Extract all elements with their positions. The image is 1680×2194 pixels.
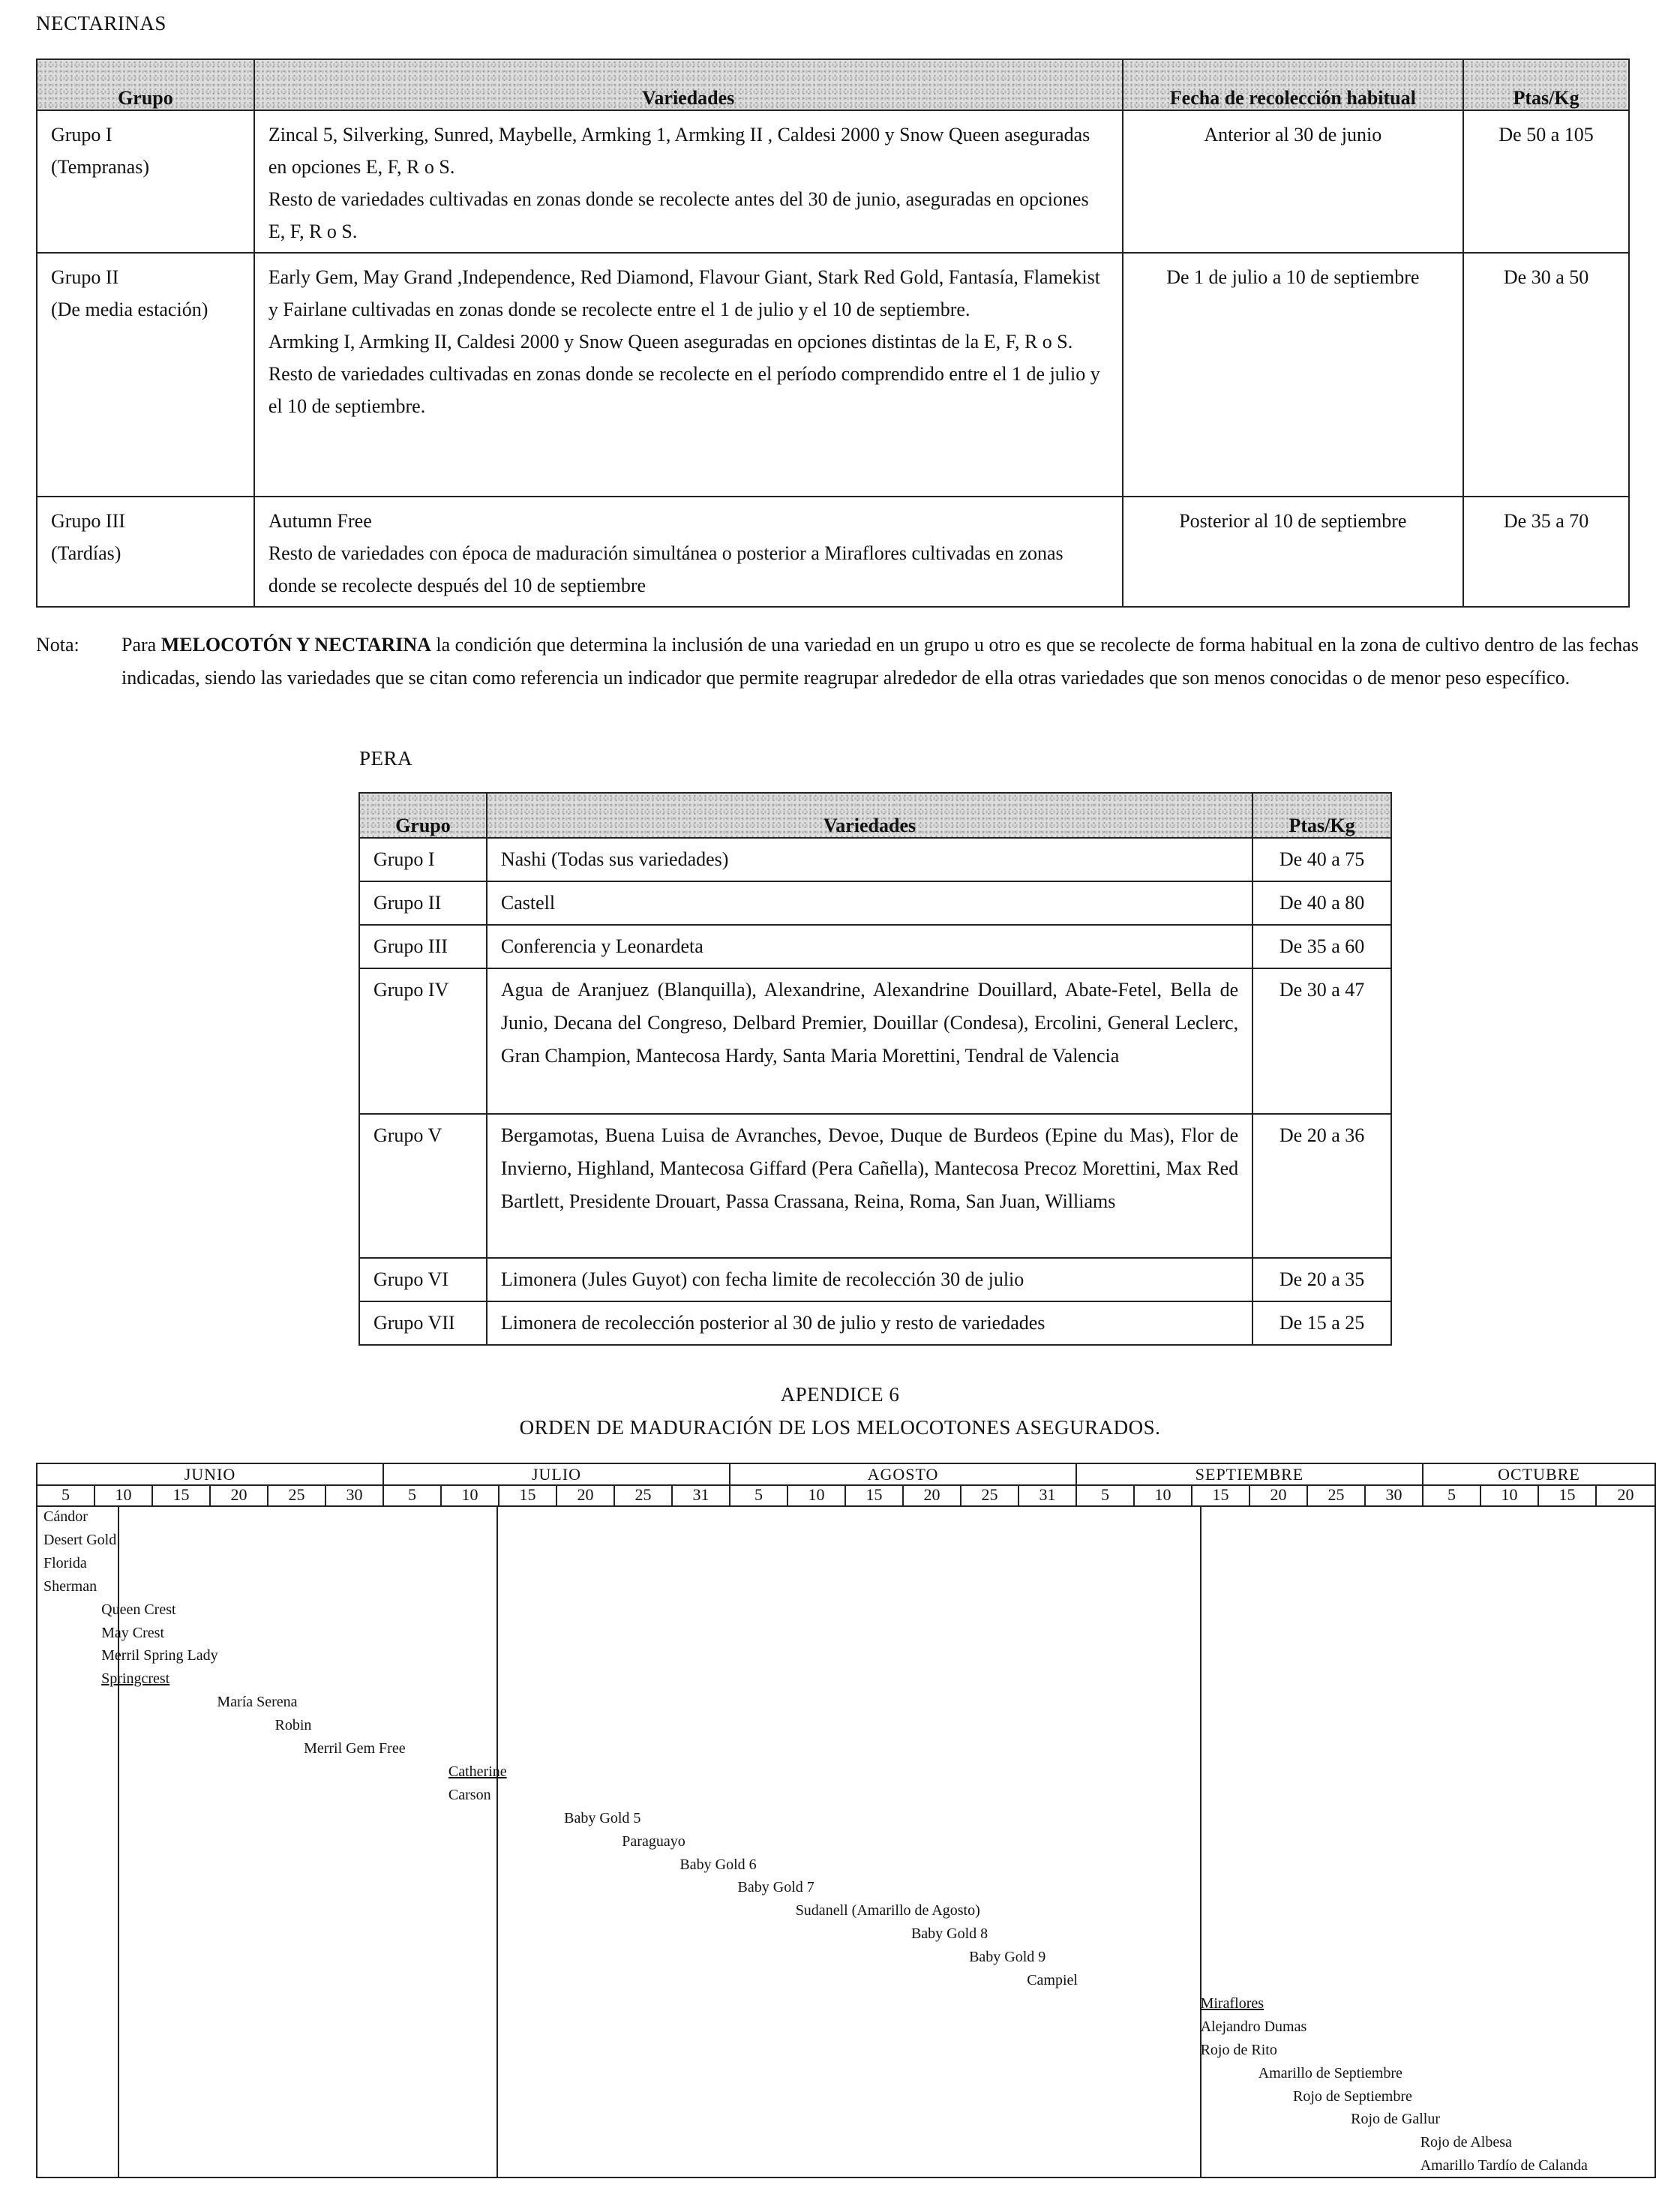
- precio-cell: De 20 a 35: [1252, 1258, 1391, 1301]
- day-tick: 30: [326, 1484, 384, 1505]
- variety-label: Rojo de Albesa: [1420, 2134, 1512, 2151]
- variety-label: Rojo de Rito: [1200, 2041, 1277, 2058]
- grupo-cell: Grupo VII: [359, 1301, 487, 1345]
- day-tick: 10: [1481, 1484, 1539, 1505]
- day-tick: 15: [1192, 1484, 1250, 1505]
- apendice-title: APENDICE 6: [780, 1383, 900, 1406]
- month-agosto: AGOSTO: [730, 1464, 1077, 1484]
- day-tick: 30: [1366, 1484, 1424, 1505]
- pera-table: [358, 792, 1392, 1346]
- day-tick: 20: [211, 1484, 268, 1505]
- divider-line: [1200, 1505, 1202, 2177]
- day-tick: 10: [95, 1484, 153, 1505]
- table-row: [359, 1114, 1391, 1258]
- month-junio: JUNIO: [38, 1464, 384, 1484]
- variety-label: Cándor: [44, 1508, 88, 1525]
- precio-cell: De 30 a 50: [1463, 253, 1629, 497]
- variedades-cell: Early Gem, May Grand ,Independence, Red Diamond, Flavour Giant, Stark Red Gold, Fantasía, Flamekist y Fairlane cultivadas en zonas donde se recolecte entre el 1 de julio y el 10 de septiembre. Armking I, Armking II, Caldesi 2000 y Snow Queen aseguradas en opciones distintas de la E, F, R o S. Resto de variedades cultivadas en zonas donde se recolecte en el período comprendido entre el 1 de julio y el 10 de septiembre.: [254, 253, 1123, 497]
- nota-text: Para MELOCOTÓN Y NECTARINA la condición que determina la inclusión de una variedad en un grupo u otro es que se recolecte de forma habitual en la zona de cultivo dentro de las fechas indicadas, siendo las variedades que se citan como referencia un indicador que permite reagrupar alrededor de ella otras variedades que son menos conocidas o de menor peso específico.: [122, 634, 1639, 689]
- header-grupo: Grupo: [37, 59, 254, 110]
- variety-label: Catherine: [448, 1763, 507, 1780]
- day-tick: 5: [38, 1484, 95, 1505]
- variety-label: Baby Gold 7: [737, 1879, 814, 1896]
- header-precio: Ptas/Kg: [1463, 59, 1629, 110]
- apendice-subtitle: ORDEN DE MADURACIÓN DE LOS MELOCOTONES ASEGURADOS.: [519, 1416, 1161, 1439]
- grupo-cell: Grupo V: [359, 1114, 487, 1258]
- variety-label: Rojo de Gallur: [1351, 2111, 1440, 2128]
- day-tick: 25: [962, 1484, 1019, 1505]
- day-tick: 15: [846, 1484, 904, 1505]
- grupo-cell: Grupo II: [359, 881, 487, 925]
- header-precio: Ptas/Kg: [1252, 793, 1391, 838]
- variety-label: Springcrest: [101, 1670, 170, 1688]
- fecha-cell: De 1 de julio a 10 de septiembre: [1123, 253, 1464, 497]
- day-tick: 10: [442, 1484, 500, 1505]
- day-row: [38, 1484, 1654, 1507]
- grupo-cell: Grupo VI: [359, 1258, 487, 1301]
- precio-cell: De 40 a 80: [1252, 881, 1391, 925]
- variety-label: Florida: [44, 1554, 87, 1571]
- variety-label: Merril Spring Lady: [101, 1647, 218, 1664]
- variety-label: Merril Gem Free: [304, 1740, 406, 1757]
- table-row: [359, 968, 1391, 1114]
- day-tick: 5: [730, 1484, 788, 1505]
- header-fecha: Fecha de recolección habitual: [1123, 59, 1464, 110]
- variety-label: Rojo de Septiembre: [1293, 2087, 1412, 2105]
- day-tick: 10: [1135, 1484, 1192, 1505]
- precio-cell: De 20 a 36: [1252, 1114, 1391, 1258]
- table-row: [359, 1301, 1391, 1345]
- day-tick: 5: [384, 1484, 442, 1505]
- table-row: [359, 838, 1391, 881]
- variedades-cell: Autumn Free Resto de variedades con época de maduración simultánea o posterior a Miraflores cultivadas en zonas donde se recolecte después del 10 de septiembre: [254, 497, 1123, 607]
- day-tick: 20: [557, 1484, 615, 1505]
- variety-label: Alejandro Dumas: [1200, 2018, 1307, 2035]
- precio-cell: De 50 a 105: [1463, 110, 1629, 253]
- variedades-cell: Bergamotas, Buena Luisa de Avranches, Devoe, Duque de Burdeos (Epine du Mas), Flor de Invierno, Highland, Mantecosa Giffard (Pera Cañella), Mantecosa Precoz Morettini, Max Red Bartlett, Presidente Drouart, Passa Crassana, Reina, Roma, San Juan, Williams: [487, 1114, 1252, 1258]
- variedades-cell: Nashi (Todas sus variedades): [487, 838, 1252, 881]
- precio-cell: De 30 a 47: [1252, 968, 1391, 1114]
- day-tick: 20: [904, 1484, 962, 1505]
- divider-line: [496, 1505, 498, 2177]
- variety-label: Baby Gold 6: [680, 1856, 757, 1873]
- pera-title: PERA: [359, 747, 413, 770]
- day-tick: 5: [1077, 1484, 1135, 1505]
- variedades-cell: Agua de Aranjuez (Blanquilla), Alexandrine, Alexandrine Douillard, Abate-Fetel, Bella de Junio, Decana del Congreso, Delbard Premier, Douillar (Condesa), Ercolini, General Leclerc, Gran Champion, Mantecosa Hardy, Santa Maria Morettini, Tendral de Valencia: [487, 968, 1252, 1114]
- variedades-cell: Limonera de recolección posterior al 30 de julio y resto de variedades: [487, 1301, 1252, 1345]
- table-row: [359, 925, 1391, 968]
- precio-cell: De 40 a 75: [1252, 838, 1391, 881]
- variety-label: Baby Gold 5: [564, 1809, 641, 1826]
- table-row: [37, 497, 1629, 607]
- variety-label: María Serena: [217, 1694, 298, 1711]
- variety-label: Robin: [274, 1717, 312, 1734]
- variedades-cell: Limonera (Jules Guyot) con fecha limite de recolección 30 de julio: [487, 1258, 1252, 1301]
- precio-cell: De 35 a 70: [1463, 497, 1629, 607]
- month-septiembre: SEPTIEMBRE: [1077, 1464, 1424, 1484]
- header-grupo: Grupo: [359, 793, 487, 838]
- day-tick: 31: [1019, 1484, 1077, 1505]
- variety-label: Campiel: [1027, 1972, 1078, 1988]
- variety-label: Baby Gold 9: [969, 1949, 1046, 1966]
- day-tick: 5: [1424, 1484, 1481, 1505]
- fecha-cell: Anterior al 30 de junio: [1123, 110, 1464, 253]
- month-row: [38, 1464, 1654, 1486]
- variedades-cell: Zincal 5, Silverking, Sunred, Maybelle, Armking 1, Armking II , Caldesi 2000 y Snow Queen aseguradas en opciones E, F, R o S. Resto de variedades cultivadas en zonas donde se recolecte antes del 30 de junio, aseguradas en opciones E, F, R o S.: [254, 110, 1123, 253]
- variety-label: Sudanell (Amarillo de Agosto): [795, 1902, 980, 1919]
- day-tick: 10: [788, 1484, 846, 1505]
- grupo-cell: Grupo IV: [359, 968, 487, 1114]
- variedades-cell: Castell: [487, 881, 1252, 925]
- day-tick: 20: [1250, 1484, 1308, 1505]
- variety-label: Amarillo Tardío de Calanda: [1420, 2157, 1588, 2174]
- variedades-cell: Conferencia y Leonardeta: [487, 925, 1252, 968]
- day-tick: 20: [1617, 1485, 1634, 1504]
- variety-label: May Crest: [101, 1624, 165, 1641]
- variety-label: Sherman: [44, 1577, 98, 1595]
- month-julio: JULIO: [384, 1464, 730, 1484]
- day-tick: 15: [1539, 1484, 1597, 1505]
- grupo-cell: Grupo II (De media estación): [37, 253, 254, 497]
- variety-label: Carson: [448, 1786, 491, 1803]
- variety-label: Desert Gold: [44, 1531, 117, 1548]
- day-tick: 15: [500, 1484, 557, 1505]
- grupo-cell: Grupo III: [359, 925, 487, 968]
- variety-label: Paraguayo: [622, 1832, 686, 1850]
- precio-cell: De 15 a 25: [1252, 1301, 1391, 1345]
- variety-label: Miraflores: [1200, 1994, 1264, 2012]
- table-row: [37, 110, 1629, 253]
- maturation-timeline: [36, 1463, 1656, 2178]
- variety-label: Queen Crest: [101, 1601, 176, 1618]
- table-row: [359, 881, 1391, 925]
- precio-cell: De 35 a 60: [1252, 925, 1391, 968]
- grupo-cell: Grupo III (Tardías): [37, 497, 254, 607]
- nectarinas-table: [36, 59, 1630, 608]
- grupo-cell: Grupo I (Tempranas): [37, 110, 254, 253]
- header-variedades: Variedades: [487, 793, 1252, 838]
- day-tick: 25: [268, 1484, 326, 1505]
- fecha-cell: Posterior al 10 de septiembre: [1123, 497, 1464, 607]
- table-row: [37, 253, 1629, 497]
- header-variedades: Variedades: [254, 59, 1123, 110]
- grupo-cell: Grupo I: [359, 838, 487, 881]
- day-tick: 31: [673, 1484, 730, 1505]
- day-tick: 15: [153, 1484, 211, 1505]
- nota-label: Nota:: [36, 634, 80, 656]
- variety-label: Baby Gold 8: [910, 1925, 988, 1943]
- day-tick: 25: [615, 1484, 673, 1505]
- table-row: [359, 1258, 1391, 1301]
- month-octubre: OCTUBRE: [1498, 1465, 1580, 1484]
- day-tick: 25: [1308, 1484, 1366, 1505]
- nectarinas-title: NECTARINAS: [36, 12, 166, 35]
- variety-label: Amarillo de Septiembre: [1258, 2064, 1402, 2081]
